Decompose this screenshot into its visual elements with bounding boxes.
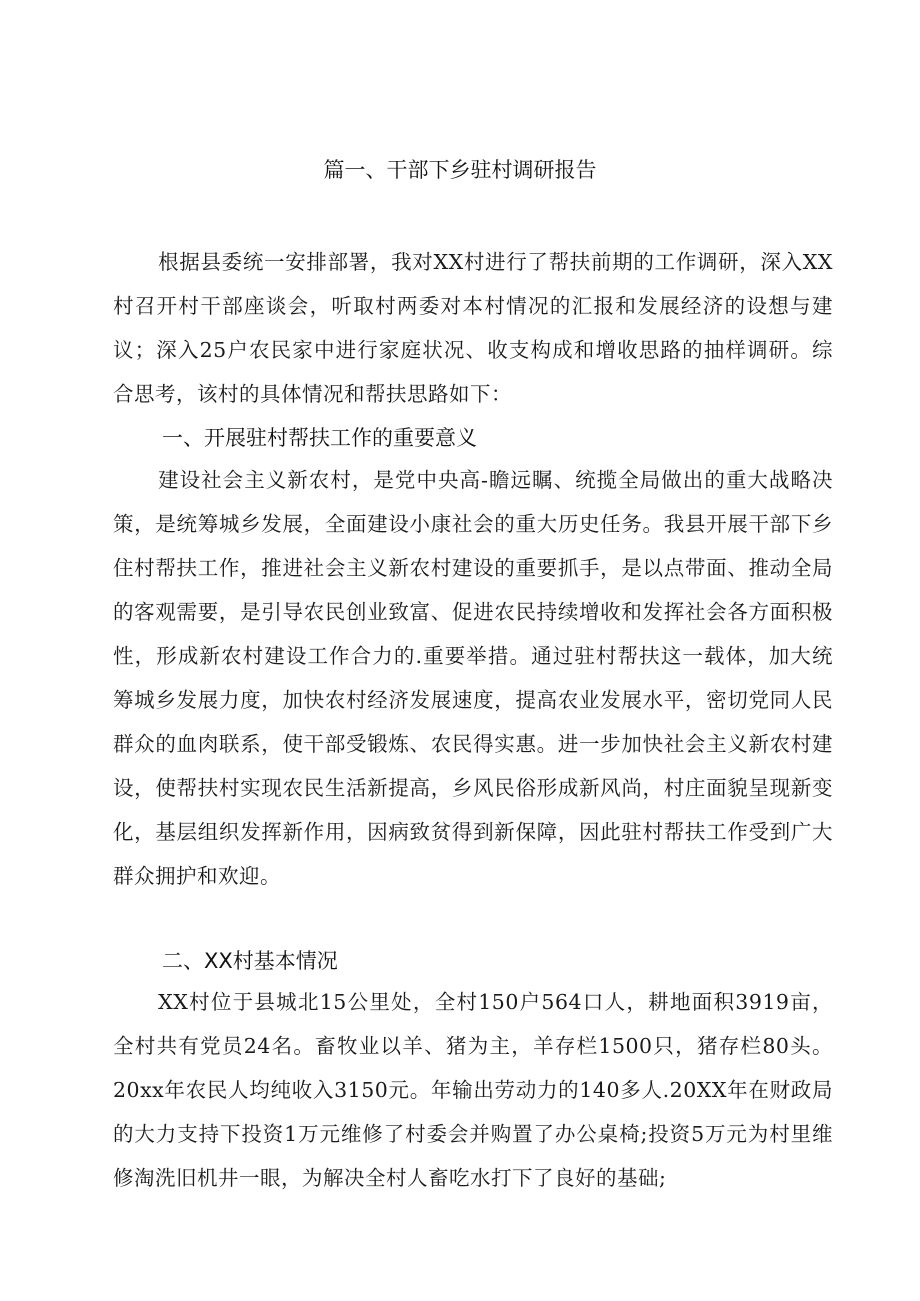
document-title: 篇一、干部下乡驻村调研报告 xyxy=(323,158,597,182)
section-2-paragraph: XX村位于县城北15公里处，全村150户564口人，耕地面积3919亩，全村共有党员24名。畜牧业以羊、猪为主，羊存栏1500只，猪存栏80头。20xx年农民人均纯收入3150元。年输出劳动力的140多人.20XX年在财政局的大力支持下投资1万元维修了村委会并购置了办公桌椅;投资5万元为村里维修淘洗旧机井一眼，为解决全村人畜吃水打下了良好的基础; xyxy=(113,990,833,1190)
section-1-paragraph: 建设社会主义新农村，是党中央高-瞻远瞩、统揽全局做出的重大战略决策，是统筹城乡发展，全面建设小康社会的重大历史任务。我县开展干部下乡住村帮扶工作，推进社会主义新农村建设的重要抓手，是以点带面、推动全局的客观需要，是引导农民创业致富、促进农民持续增收和发挥社会各方面积极性，形成新农村建设工作合力的.重要举措。通过驻村帮扶这一载体，加大统筹城乡发展力度，加快农村经济发展速度，提高农业发展水平，密切党同人民群众的血肉联系，使干部受锻炼、农民得实惠。进一步加快社会主义新农村建设，使帮扶村实现农民生活新提高，乡风民俗形成新风尚，村庄面貌呈现新变化，基层组织发挥新作用，因病致贫得到新保障，因此驻村帮扶工作受到广大群众拥护和欢迎。 xyxy=(113,468,833,888)
section-2-heading: 二、XX村基本情况 xyxy=(162,949,338,973)
section-1-heading: 一、开展驻村帮扶工作的重要意义 xyxy=(162,426,477,450)
intro-paragraph: 根据县委统一安排部署，我对XX村进行了帮扶前期的工作调研，深入XX村召开村干部座谈会，听取村两委对本村情况的汇报和发展经济的设想与建议；深入25户农民家中进行家庭状况、收支构成和增收思路的抽样调研。综合思考，该村的具体情况和帮扶思路如下： xyxy=(113,250,833,406)
